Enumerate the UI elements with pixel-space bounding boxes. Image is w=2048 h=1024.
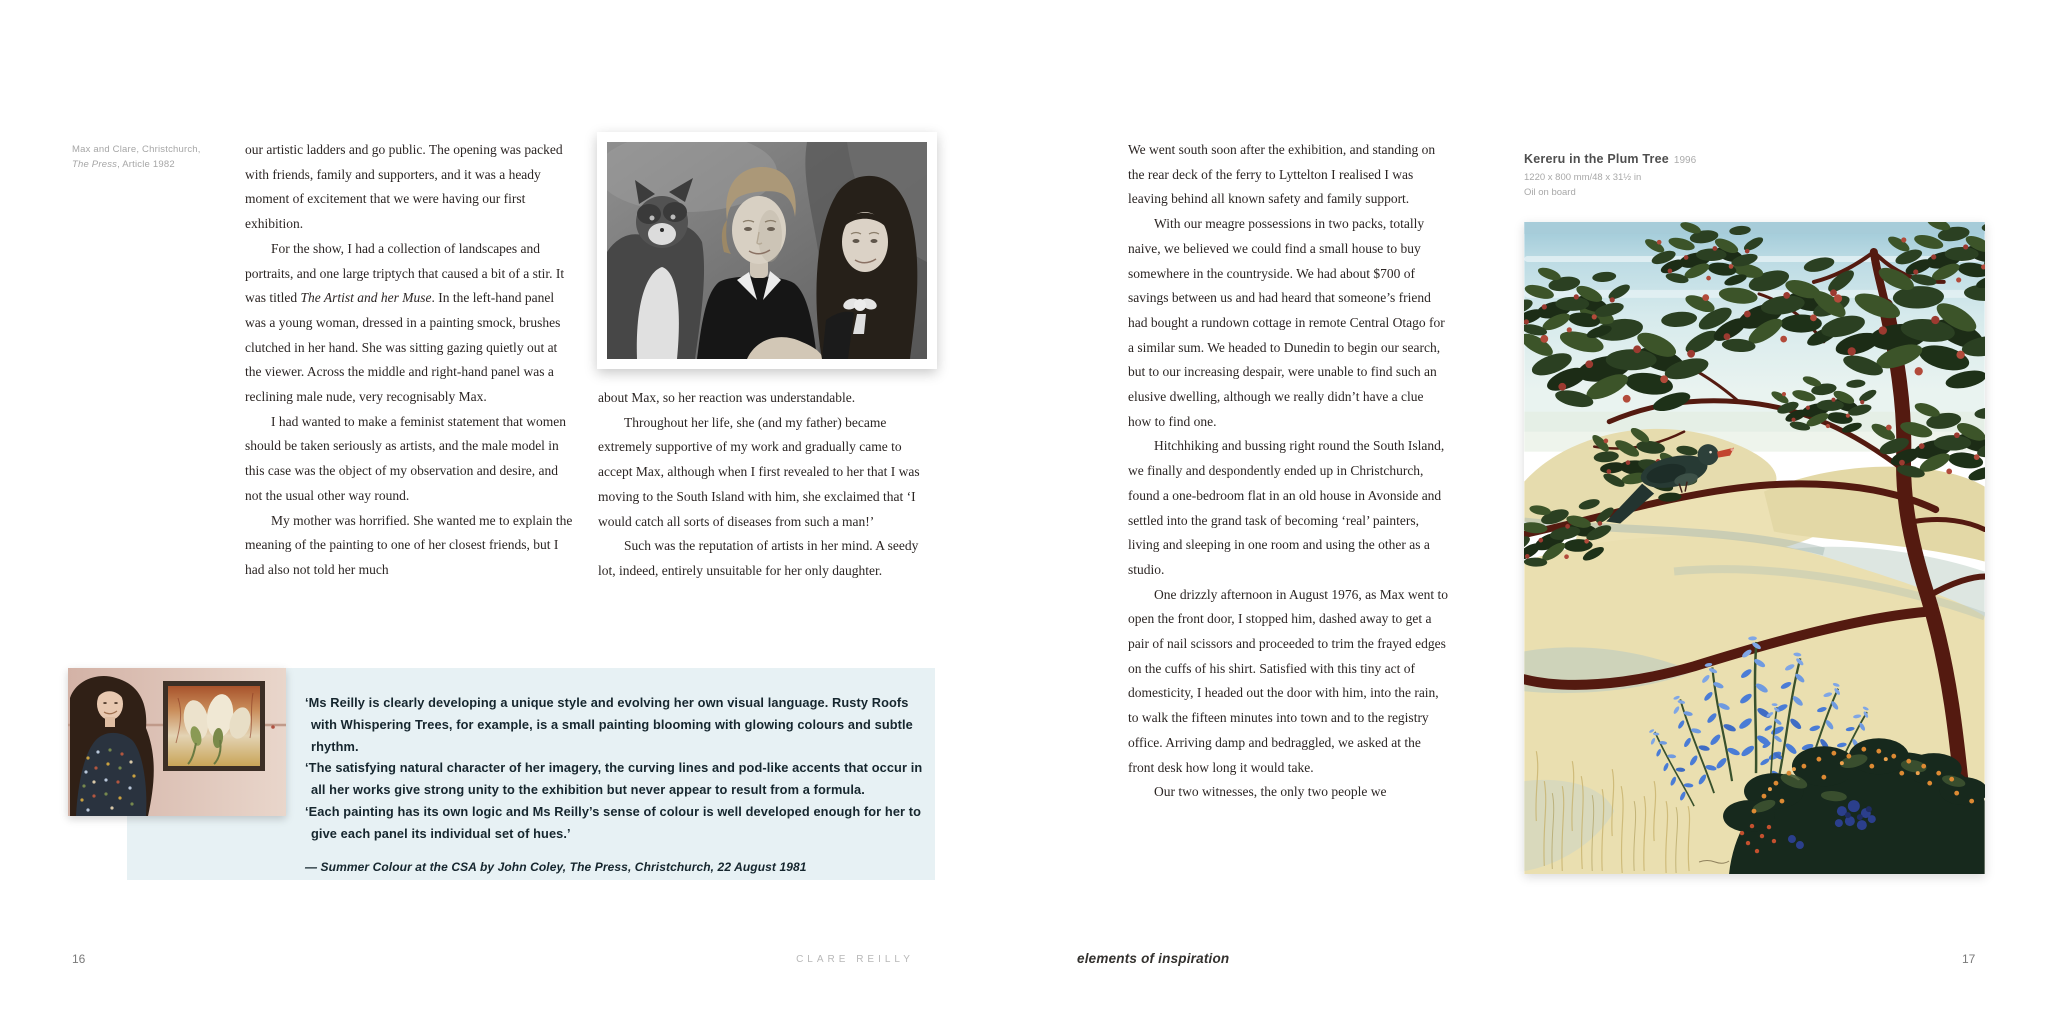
margin-caption (72, 142, 232, 172)
margin-caption-press: The Press (72, 159, 118, 170)
paragraph (245, 237, 573, 410)
paragraph: Hitchhiking and bussing right round the South Island, we finally and despondently ended up in Christchurch, found a one-bedroom flat in an old house in Avonside and settled into the grand task of becoming ‘real’ painters, living and sleeping in one room and using the other as a studio. (1128, 438, 1445, 577)
gallery-photo (68, 668, 286, 816)
artwork-title-inline: The Artist and her Muse (300, 290, 432, 306)
left-page-column-2 (598, 386, 920, 584)
paragraph: With our meagre possessions in two packs, totally naive, we believed we could find a small house to buy somewhere in the countryside. We had about $700 of savings between us and had heard that someone’s friend had bought a rundown cottage in remote Central Otago for a similar sum. We headed to Dunedin to begin our search, but to our increasing despair, were unable to find such an elusive dwelling, although we really didn’t have a clue how to find one. (1128, 216, 1445, 429)
kereru-painting-image (1524, 222, 1985, 874)
review-quote (305, 692, 923, 878)
gallery-photo-image (68, 668, 286, 816)
paragraph: We went south soon after the exhibition, and standing on the rear deck of the ferry to Lyttelton I realised I was leaving behind all known safety and family support. (1128, 142, 1436, 207)
paragraph-text: For the show, I had a collection of landscapes and portraits, and one large triptych that caused a bit of a stir. It was titled (245, 240, 565, 306)
artwork-year: 1996 (1673, 155, 1697, 166)
margin-caption-line1: Max and Clare, Christchurch, (72, 144, 201, 155)
quote-paragraph: ‘Each painting has its own logic and Ms Reilly’s sense of colour is well developed enough for her to give each panel its individual set of hues.’ (305, 803, 922, 841)
quote-paragraph: ‘Ms Reilly is clearly developing a unique style and evolving her own visual language. Rusty Roofs with Whispering Trees, for example, is a small painting blooming with glowing colours and subtle rhythm. (305, 695, 913, 754)
paragraph-text: . In the left-hand panel was a young woman, dressed in a painting smock, brushes clutched in her hand. She was sitting gazing quietly out at the viewer. Across the middle and right-hand panel was a reclining male nude, very recognisably Max. (245, 290, 561, 405)
paragraph: One drizzly afternoon in August 1976, as Max went to open the front door, I stopped him, dashed away to get a pair of nail scissors and proceeded to trim the frayed edges on the cuffs of his shirt. Satisfied with this tiny act of domesticity, I headed out the door with him, into the rain, to walk the fifteen minutes into town and to the registry office. Arriving damp and bedraggled, we asked at the front desk how long it would take. (1128, 586, 1448, 775)
paragraph: our artistic ladders and go public. The opening was packed with friends, family and supporters, and it was a heady moment of excitement that we were having our first exhibition. (245, 142, 563, 232)
page-number-left: 16 (72, 952, 86, 966)
right-page-column (1128, 138, 1448, 805)
max-and-clare-photo (597, 132, 937, 369)
paragraph: Such was the reputation of artists in her mind. A seedy lot, indeed, entirely unsuitable for her only daughter. (598, 538, 919, 578)
quote-attribution: — Summer Colour at the CSA by John Coley, The Press, Christchurch, 22 August 1981 (305, 859, 807, 874)
quote-paragraph: ‘The satisfying natural character of her imagery, the curving lines and pod-like accents that occur in all her works give strong unity to the exhibition but never appear to result from a formula. (305, 760, 923, 798)
artwork-title: Kereru in the Plum Tree (1524, 152, 1669, 166)
paragraph: Our two witnesses, the only two people we (1154, 784, 1387, 800)
paragraph: about Max, so her reaction was understandable. (598, 390, 856, 405)
paragraph: Throughout her life, she (and my father) became extremely supportive of my work and gradually came to accept Max, although when I first revealed to her that I was moving to the South Island with him, she exclaimed that ‘I would catch all sorts of diseases from such a man!’ (598, 414, 920, 529)
page-number-right: 17 (1962, 952, 1976, 966)
paragraph: I had wanted to make a feminist statement that women should be taken seriously as artists, and the male model in this case was the object of my observation and desire, and not the usual other way round. (245, 413, 567, 503)
margin-caption-rest: , Article 1982 (117, 159, 175, 170)
max-and-clare-photo-image (607, 142, 927, 359)
artwork-dimensions: 1220 x 800 mm/48 x 31½ in (1524, 172, 1642, 183)
paragraph: My mother was horrified. She wanted me to explain the meaning of the painting to one of her closest friends, but I had also not told her much (245, 512, 573, 577)
running-footer-left: CLARE REILLY (796, 954, 914, 965)
left-page-column-1 (245, 138, 573, 583)
artwork-medium: Oil on board (1524, 186, 1576, 198)
artwork-caption (1524, 150, 1854, 200)
running-footer-right: elements of inspiration (1077, 951, 1230, 966)
kereru-painting (1524, 222, 1985, 874)
